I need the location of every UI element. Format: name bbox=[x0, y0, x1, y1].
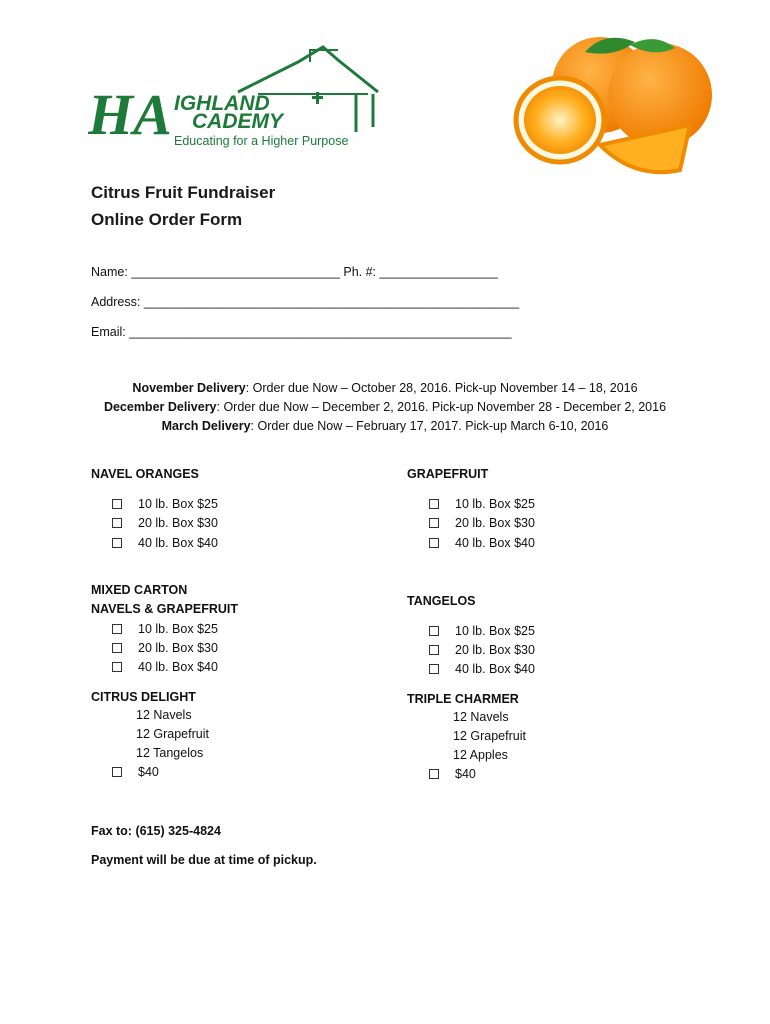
email-field[interactable]: _______________________________________________________ bbox=[129, 325, 512, 339]
checkbox[interactable] bbox=[112, 499, 122, 509]
form-title-line2: Online Order Form bbox=[91, 210, 243, 229]
checkbox[interactable] bbox=[429, 538, 439, 548]
logo-text-line2: CADEMY bbox=[192, 110, 284, 133]
citrus-delight-item: 12 Navels bbox=[136, 708, 192, 722]
mixed-carton-subtitle: NAVELS & GRAPEFRUIT bbox=[91, 602, 238, 616]
delivery-december: December Delivery: Order due Now – December 2, 2016. Pick-up November 28 - December 2, 2016 bbox=[103, 400, 667, 414]
email-row bbox=[91, 325, 512, 339]
delivery-november: November Delivery: Order due Now – October 28, 2016. Pick-up November 14 – 18, 2016 bbox=[132, 381, 638, 395]
phone-field[interactable]: _________________ bbox=[379, 265, 498, 279]
oranges-image bbox=[505, 30, 755, 175]
phone-label: Ph. #: bbox=[343, 265, 377, 279]
logo-text-line1: IGHLAND bbox=[174, 92, 270, 115]
citrus-delight-item: 12 Grapefruit bbox=[136, 727, 209, 741]
checkbox[interactable] bbox=[112, 518, 122, 528]
navel-option-10lb[interactable]: 10 lb. Box $25 bbox=[112, 497, 218, 511]
checkbox[interactable] bbox=[112, 624, 122, 634]
triple-charmer-item: 12 Navels bbox=[453, 710, 509, 724]
logo-tagline: Educating for a Higher Purpose bbox=[174, 134, 349, 148]
checkbox[interactable] bbox=[112, 662, 122, 672]
address-row bbox=[91, 295, 519, 309]
delivery-march: March Delivery: Order due Now – February 17, 2017. Pick-up March 6-10, 2016 bbox=[161, 419, 609, 433]
fax-number: Fax to: (615) 325-4824 bbox=[91, 824, 221, 838]
checkbox[interactable] bbox=[112, 767, 122, 777]
payment-note: Payment will be due at time of pickup. bbox=[91, 853, 317, 867]
address-field[interactable]: ______________________________________________________ bbox=[143, 295, 520, 309]
triple-charmer-item: 12 Grapefruit bbox=[453, 729, 526, 743]
tangelos-option-10lb[interactable]: 10 lb. Box $25 bbox=[429, 624, 535, 638]
checkbox[interactable] bbox=[429, 664, 439, 674]
checkbox[interactable] bbox=[429, 769, 439, 779]
checkbox[interactable] bbox=[429, 626, 439, 636]
tangelos-option-20lb[interactable]: 20 lb. Box $30 bbox=[429, 643, 535, 657]
name-phone-row bbox=[91, 265, 498, 279]
checkbox[interactable] bbox=[429, 518, 439, 528]
address-label: Address: bbox=[91, 295, 141, 309]
grapefruit-title: GRAPEFRUIT bbox=[407, 467, 489, 481]
mixed-option-10lb[interactable]: 10 lb. Box $25 bbox=[112, 622, 218, 636]
mixed-carton-title: MIXED CARTON bbox=[91, 583, 188, 597]
email-label: Email: bbox=[91, 325, 126, 339]
navel-option-40lb[interactable]: 40 lb. Box $40 bbox=[112, 536, 218, 550]
navel-option-20lb[interactable]: 20 lb. Box $30 bbox=[112, 516, 218, 530]
grapefruit-option-40lb[interactable]: 40 lb. Box $40 bbox=[429, 536, 535, 550]
mixed-option-40lb[interactable]: 40 lb. Box $40 bbox=[112, 660, 218, 674]
tangelos-option-40lb[interactable]: 40 lb. Box $40 bbox=[429, 662, 535, 676]
triple-charmer-item: 12 Apples bbox=[453, 748, 508, 762]
checkbox[interactable] bbox=[429, 499, 439, 509]
form-title-line1: Citrus Fruit Fundraiser bbox=[91, 183, 276, 202]
name-label: Name: bbox=[91, 265, 128, 279]
citrus-delight-title: CITRUS DELIGHT bbox=[91, 690, 196, 704]
triple-charmer-title: TRIPLE CHARMER bbox=[407, 692, 519, 706]
grapefruit-option-10lb[interactable]: 10 lb. Box $25 bbox=[429, 497, 535, 511]
grapefruit-option-20lb[interactable]: 20 lb. Box $30 bbox=[429, 516, 535, 530]
citrus-delight-option[interactable]: $40 bbox=[112, 765, 159, 779]
mixed-option-20lb[interactable]: 20 lb. Box $30 bbox=[112, 641, 218, 655]
checkbox[interactable] bbox=[112, 643, 122, 653]
citrus-delight-item: 12 Tangelos bbox=[136, 746, 204, 760]
logo-monogram: HA bbox=[88, 82, 172, 147]
highland-academy-logo bbox=[88, 42, 388, 154]
triple-charmer-option[interactable]: $40 bbox=[429, 767, 476, 781]
name-field[interactable]: ______________________________ bbox=[131, 265, 340, 279]
tangelos-title: TANGELOS bbox=[407, 594, 476, 608]
navel-oranges-title: NAVEL ORANGES bbox=[91, 467, 199, 481]
checkbox[interactable] bbox=[112, 538, 122, 548]
checkbox[interactable] bbox=[429, 645, 439, 655]
